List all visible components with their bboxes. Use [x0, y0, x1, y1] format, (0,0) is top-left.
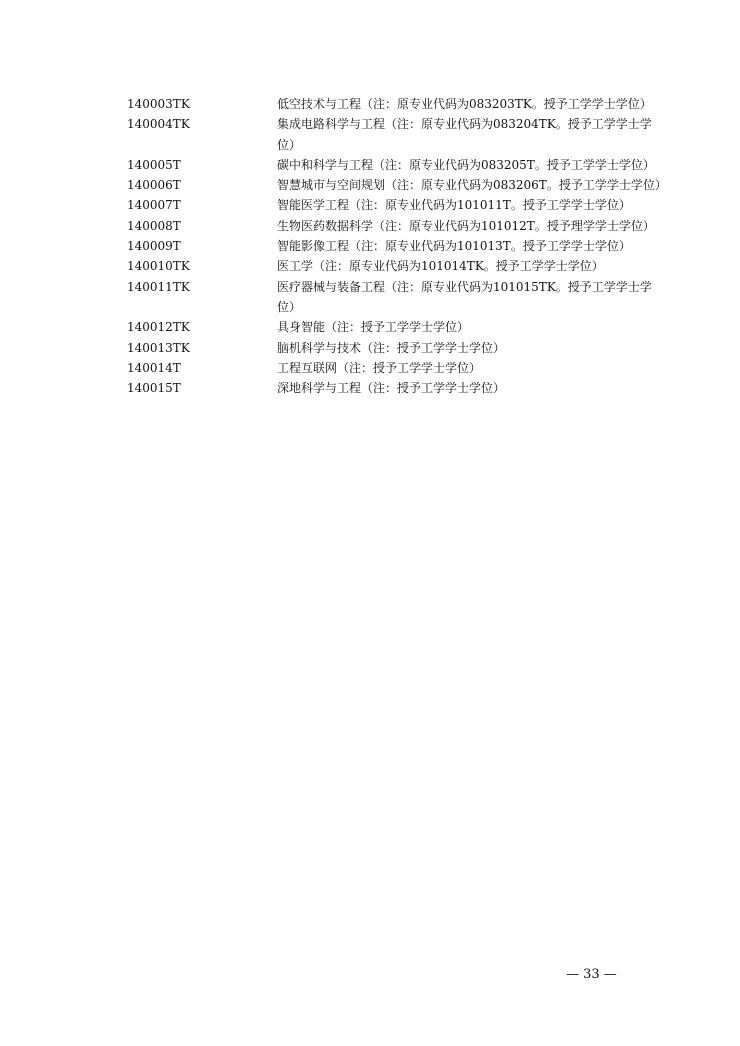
- major-description: 低空技术与工程（注：原专业代码为083203TK。授予工学学士学位）: [277, 97, 652, 111]
- major-description: 医疗器械与装备工程（注：原专业代码为101015TK。授予工学学士学位）: [277, 279, 652, 314]
- major-description: 深地科学与工程（注：授予工学学士学位）: [277, 381, 506, 396]
- major-description: 集成电路科学与工程（注：原专业代码为083204TK。授予工学学士学位）: [277, 117, 652, 152]
- list-item: [127, 155, 667, 175]
- list-item: [127, 338, 667, 358]
- list-item: [127, 358, 667, 378]
- major-description: 智能医学工程（注：原专业代码为101011T。授予工学学士学位）: [277, 198, 631, 213]
- major-description: 智能影像工程（注：原专业代码为101013T。授予工学学士学位）: [277, 239, 631, 254]
- major-description: 生物医药数据科学（注：原专业代码为101012T。授予理学学士学位）: [277, 218, 655, 233]
- major-description: 具身智能（注：授予工学学士学位）: [277, 320, 470, 335]
- list-item: [127, 94, 667, 114]
- major-description: 脑机科学与技术（注：授予工学学士学位）: [277, 340, 506, 355]
- major-code: 140005T: [127, 157, 181, 172]
- major-description: 医工学（注：原专业代码为101014TK。授予工学学士学位）: [277, 259, 604, 274]
- major-code: 140009T: [127, 239, 181, 254]
- list-item: [127, 216, 667, 236]
- major-code: 140015T: [127, 381, 181, 396]
- major-code: 140006T: [127, 178, 181, 193]
- major-code: 140003TK: [127, 97, 190, 111]
- major-code: 140008T: [127, 218, 181, 233]
- list-item: [127, 114, 667, 155]
- major-description: 工程互联网（注：授予工学学士学位）: [277, 360, 482, 375]
- list-item: [127, 277, 667, 318]
- major-code: 140007T: [127, 198, 181, 213]
- major-code: 140014T: [127, 360, 181, 375]
- major-code: 140012TK: [127, 320, 190, 335]
- major-description: 碳中和科学与工程（注：原专业代码为083205T。授予工学学士学位）: [277, 157, 655, 172]
- page-number: — 33 —: [566, 967, 617, 982]
- major-list: [127, 94, 667, 398]
- major-code: 140011TK: [127, 279, 190, 294]
- list-item: [127, 256, 667, 276]
- major-code: 140010TK: [127, 259, 190, 274]
- list-item: [127, 175, 667, 195]
- list-item: [127, 195, 667, 215]
- major-code: 140004TK: [127, 117, 190, 132]
- list-item: [127, 236, 667, 256]
- major-code: 140013TK: [127, 340, 190, 355]
- list-item: [127, 378, 667, 398]
- major-description: 智慧城市与空间规划（注：原专业代码为083206T。授予工学学士学位）: [277, 178, 667, 193]
- list-item: [127, 317, 667, 337]
